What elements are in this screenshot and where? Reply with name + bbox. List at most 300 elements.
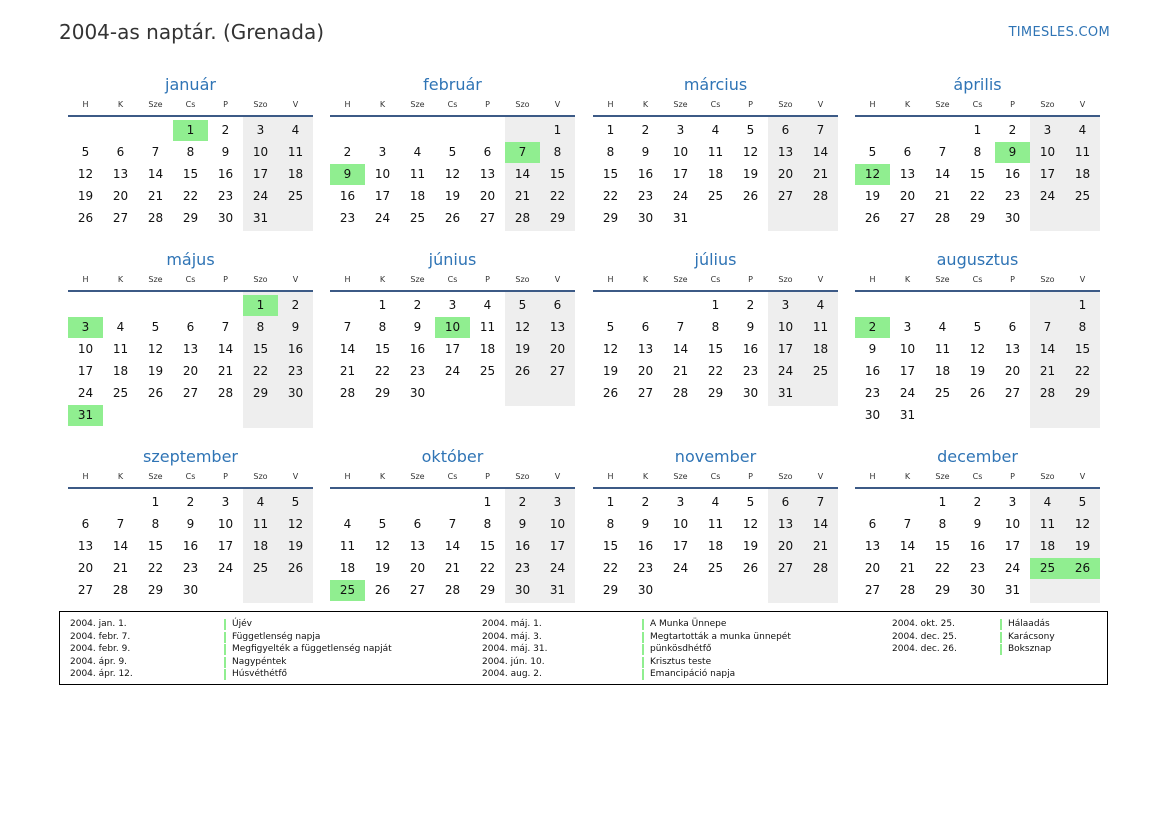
- day-cell: 6: [81, 517, 90, 531]
- day-cell: 21: [112, 561, 129, 575]
- holiday-day-cell: 31: [68, 405, 103, 426]
- day-cell: 29: [549, 211, 566, 225]
- day-cell: 22: [1074, 364, 1091, 378]
- weekday-label: Cs: [447, 100, 458, 109]
- weekday-header: [855, 472, 1100, 486]
- day-cell: 20: [864, 561, 881, 575]
- month-name: május: [166, 250, 215, 269]
- day-cell: 16: [637, 539, 654, 553]
- day-cell: 11: [287, 145, 304, 159]
- legend-date: 2004. ápr. 12.: [70, 669, 133, 679]
- day-cell: 18: [252, 539, 269, 553]
- day-cell: 4: [483, 298, 492, 312]
- day-cell: 13: [777, 517, 794, 531]
- weekday-header: [855, 275, 1100, 289]
- day-cell: 24: [217, 561, 234, 575]
- day-cell: 17: [374, 189, 391, 203]
- day-cell: 15: [252, 342, 269, 356]
- legend-date: 2004. jan. 1.: [70, 619, 127, 629]
- day-cell: 3: [676, 123, 685, 137]
- weekday-label: V: [817, 472, 824, 481]
- day-cell: 7: [816, 123, 825, 137]
- day-cell: 29: [1074, 386, 1091, 400]
- day-cell: 19: [444, 189, 461, 203]
- weekday-label: V: [292, 100, 299, 109]
- weekday-label: V: [554, 275, 561, 284]
- day-cell: 24: [1004, 561, 1021, 575]
- day-cell: 5: [606, 320, 615, 334]
- day-cell: 21: [1039, 364, 1056, 378]
- day-cell: 28: [899, 583, 916, 597]
- day-cell: 9: [641, 145, 650, 159]
- day-cell: 22: [602, 561, 619, 575]
- day-cell: 25: [707, 561, 724, 575]
- weekday-label: Szo: [1040, 275, 1055, 284]
- weekday-header: [330, 275, 575, 289]
- day-cell: 16: [339, 189, 356, 203]
- legend-marker: [224, 657, 226, 668]
- day-cell: 21: [812, 539, 829, 553]
- day-cell: 10: [77, 342, 94, 356]
- day-cell: 14: [934, 167, 951, 181]
- weekday-label: H: [344, 275, 351, 284]
- day-cell: 13: [409, 539, 426, 553]
- day-cell: 2: [343, 145, 352, 159]
- day-cell: 2: [641, 123, 650, 137]
- brand-link[interactable]: TIMESLES.COM: [1008, 25, 1110, 40]
- day-cell: 9: [413, 320, 422, 334]
- weekday-label: P: [748, 472, 753, 481]
- day-cell: 21: [899, 561, 916, 575]
- day-cell: 7: [221, 320, 230, 334]
- day-cell: 1: [553, 123, 562, 137]
- weekday-label: Cs: [972, 275, 983, 284]
- day-cell: 9: [221, 145, 230, 159]
- day-cell: 2: [291, 298, 300, 312]
- day-cell: 2: [746, 298, 755, 312]
- weekday-label: Szo: [515, 472, 530, 481]
- day-cell: 1: [151, 495, 160, 509]
- day-cell: 11: [479, 320, 496, 334]
- day-cell: 13: [112, 167, 129, 181]
- day-cell: 29: [969, 211, 986, 225]
- day-cell: 4: [116, 320, 125, 334]
- day-cell: 14: [1039, 342, 1056, 356]
- day-cell: 1: [606, 123, 615, 137]
- weekday-header: [593, 472, 838, 486]
- day-cell: 26: [602, 386, 619, 400]
- day-cell: 23: [287, 364, 304, 378]
- legend-row: [482, 618, 742, 631]
- legend-holiday-name: A Munka Ünnepe: [650, 619, 727, 629]
- legend-holiday-name: Nagypéntek: [232, 656, 287, 667]
- legend-row: [70, 668, 330, 681]
- day-cell: 6: [868, 517, 877, 531]
- weekday-label: Szo: [253, 100, 268, 109]
- day-cell: 18: [339, 561, 356, 575]
- day-cell: 4: [1078, 123, 1087, 137]
- day-cell: 6: [483, 145, 492, 159]
- day-cell: 20: [899, 189, 916, 203]
- weekday-label: P: [485, 275, 490, 284]
- legend-holiday-name: Függetlenség napja: [232, 631, 321, 642]
- day-cell: 14: [112, 539, 129, 553]
- day-cell: 19: [374, 561, 391, 575]
- day-cell: 20: [77, 561, 94, 575]
- day-cell: 27: [777, 189, 794, 203]
- day-cell: 22: [934, 561, 951, 575]
- day-cell: 22: [707, 364, 724, 378]
- day-cell: 22: [252, 364, 269, 378]
- day-cell: 10: [374, 167, 391, 181]
- day-cell: 14: [217, 342, 234, 356]
- day-cell: 8: [973, 145, 982, 159]
- weekday-label: V: [817, 100, 824, 109]
- weekday-label: H: [607, 275, 614, 284]
- day-cell: 13: [182, 342, 199, 356]
- day-cell: 16: [864, 364, 881, 378]
- weekday-label: Cs: [185, 275, 196, 284]
- day-cell: 12: [444, 167, 461, 181]
- day-cell: 17: [672, 539, 689, 553]
- day-cell: 28: [672, 386, 689, 400]
- day-cell: 31: [1004, 583, 1021, 597]
- weekday-label: Szo: [778, 275, 793, 284]
- day-cell: 19: [1074, 539, 1091, 553]
- day-cell: 15: [374, 342, 391, 356]
- day-cell: 17: [777, 342, 794, 356]
- legend-marker: [642, 644, 644, 655]
- day-cell: 27: [637, 386, 654, 400]
- weekday-label: P: [223, 100, 228, 109]
- day-cell: 26: [742, 561, 759, 575]
- weekday-label: H: [607, 100, 614, 109]
- day-cell: 3: [1043, 123, 1052, 137]
- weekday-label: Cs: [710, 100, 721, 109]
- month-name: november: [674, 447, 757, 466]
- day-cell: 3: [676, 495, 685, 509]
- day-cell: 13: [549, 320, 566, 334]
- weekend-column: [1030, 292, 1065, 428]
- day-cell: 11: [252, 517, 269, 531]
- day-cell: 8: [378, 320, 387, 334]
- day-cell: 5: [151, 320, 160, 334]
- day-cell: 10: [252, 145, 269, 159]
- month-name: február: [423, 75, 482, 94]
- legend-date: 2004. dec. 26.: [892, 644, 957, 654]
- day-cell: 28: [934, 211, 951, 225]
- legend-column: [892, 618, 1152, 656]
- day-cell: 5: [81, 145, 90, 159]
- day-cell: 20: [409, 561, 426, 575]
- day-cell: 9: [868, 342, 877, 356]
- day-cell: 5: [291, 495, 300, 509]
- day-cell: 7: [151, 145, 160, 159]
- day-cell: 10: [1039, 145, 1056, 159]
- day-cell: 6: [553, 298, 562, 312]
- legend-row: [70, 631, 330, 644]
- day-cell: 3: [378, 145, 387, 159]
- day-cell: 23: [864, 386, 881, 400]
- day-cell: 7: [1043, 320, 1052, 334]
- day-cell: 25: [934, 386, 951, 400]
- weekday-label: H: [869, 472, 876, 481]
- day-cell: 2: [186, 495, 195, 509]
- legend-row: [892, 618, 1152, 631]
- weekday-label: Sze: [673, 100, 688, 109]
- day-cell: 12: [742, 145, 759, 159]
- legend-marker: [642, 669, 644, 680]
- weekday-label: K: [117, 275, 124, 284]
- legend-holiday-name: Húsvéthétfő: [232, 669, 287, 679]
- weekday-label: H: [869, 275, 876, 284]
- day-cell: 27: [409, 583, 426, 597]
- day-cell: 23: [182, 561, 199, 575]
- day-cell: 26: [969, 386, 986, 400]
- weekday-label: P: [1010, 472, 1015, 481]
- day-cell: 3: [221, 495, 230, 509]
- weekday-label: V: [292, 275, 299, 284]
- legend-date: 2004. ápr. 9.: [70, 656, 128, 667]
- day-cell: 19: [742, 539, 759, 553]
- day-cell: 18: [409, 189, 426, 203]
- day-cell: 10: [672, 145, 689, 159]
- weekday-header: [330, 100, 575, 114]
- day-cell: 13: [864, 539, 881, 553]
- day-cell: 14: [514, 167, 531, 181]
- day-cell: 6: [641, 320, 650, 334]
- legend-marker: [224, 669, 226, 680]
- day-cell: 19: [742, 167, 759, 181]
- weekday-label: K: [642, 275, 649, 284]
- holiday-day-cell: 25: [1030, 558, 1065, 579]
- weekday-label: P: [1010, 275, 1015, 284]
- weekday-label: Cs: [447, 472, 458, 481]
- day-cell: 29: [147, 583, 164, 597]
- day-cell: 7: [903, 517, 912, 531]
- day-cell: 30: [514, 583, 531, 597]
- day-cell: 3: [256, 123, 265, 137]
- day-cell: 23: [217, 189, 234, 203]
- day-cell: 28: [812, 189, 829, 203]
- holiday-legend: [59, 611, 1108, 685]
- weekday-label: H: [82, 275, 89, 284]
- holiday-day-cell: 12: [855, 164, 890, 185]
- weekday-label: Sze: [935, 472, 950, 481]
- day-cell: 21: [934, 189, 951, 203]
- day-cell: 26: [287, 561, 304, 575]
- day-cell: 5: [378, 517, 387, 531]
- day-cell: 24: [77, 386, 94, 400]
- day-cell: 1: [938, 495, 947, 509]
- day-cell: 15: [549, 167, 566, 181]
- day-cell: 16: [182, 539, 199, 553]
- day-cell: 22: [549, 189, 566, 203]
- legend-marker: [642, 657, 644, 668]
- day-cell: 29: [602, 583, 619, 597]
- legend-marker: [1000, 644, 1002, 655]
- month-name: augusztus: [936, 250, 1019, 269]
- day-cell: 29: [602, 211, 619, 225]
- day-cell: 29: [182, 211, 199, 225]
- day-cell: 25: [1074, 189, 1091, 203]
- day-cell: 3: [781, 298, 790, 312]
- legend-holiday-name: Boksznap: [1008, 644, 1052, 654]
- weekday-label: Sze: [935, 100, 950, 109]
- month-name: október: [421, 447, 484, 466]
- day-cell: 3: [553, 495, 562, 509]
- day-cell: 21: [514, 189, 531, 203]
- legend-holiday-name: Megtartották a munka ünnepét: [650, 631, 791, 642]
- legend-marker: [224, 619, 226, 630]
- month-name: április: [953, 75, 1002, 94]
- day-cell: 6: [413, 517, 422, 531]
- day-cell: 1: [711, 298, 720, 312]
- day-cell: 4: [343, 517, 352, 531]
- day-cell: 6: [1008, 320, 1017, 334]
- day-cell: 10: [549, 517, 566, 531]
- day-cell: 30: [287, 386, 304, 400]
- day-cell: 8: [938, 517, 947, 531]
- day-cell: 6: [781, 123, 790, 137]
- day-cell: 15: [1074, 342, 1091, 356]
- weekday-label: Cs: [972, 100, 983, 109]
- day-cell: 31: [777, 386, 794, 400]
- weekday-label: V: [554, 100, 561, 109]
- day-cell: 6: [186, 320, 195, 334]
- weekday-header: [68, 472, 313, 486]
- day-cell: 17: [549, 539, 566, 553]
- day-cell: 10: [899, 342, 916, 356]
- day-cell: 9: [746, 320, 755, 334]
- day-cell: 1: [1078, 298, 1087, 312]
- day-cell: 11: [1039, 517, 1056, 531]
- day-cell: 15: [969, 167, 986, 181]
- weekday-label: H: [607, 472, 614, 481]
- weekday-label: K: [117, 100, 124, 109]
- day-cell: 27: [479, 211, 496, 225]
- day-cell: 23: [339, 211, 356, 225]
- day-cell: 14: [339, 342, 356, 356]
- day-cell: 25: [112, 386, 129, 400]
- weekday-label: P: [748, 100, 753, 109]
- day-cell: 2: [413, 298, 422, 312]
- day-cell: 26: [514, 364, 531, 378]
- weekday-label: Cs: [710, 275, 721, 284]
- day-cell: 12: [602, 342, 619, 356]
- day-cell: 21: [147, 189, 164, 203]
- day-cell: 20: [549, 342, 566, 356]
- day-cell: 30: [182, 583, 199, 597]
- day-cell: 23: [637, 561, 654, 575]
- day-cell: 27: [182, 386, 199, 400]
- day-cell: 8: [1078, 320, 1087, 334]
- day-cell: 14: [147, 167, 164, 181]
- day-cell: 20: [777, 167, 794, 181]
- holiday-day-cell: 1: [173, 120, 208, 141]
- legend-row: [892, 631, 1152, 644]
- legend-column: [70, 618, 392, 681]
- weekday-label: K: [904, 100, 911, 109]
- day-cell: 23: [1004, 189, 1021, 203]
- day-cell: 12: [1074, 517, 1091, 531]
- day-cell: 2: [973, 495, 982, 509]
- legend-date: 2004. máj. 1.: [482, 619, 542, 629]
- day-cell: 24: [672, 189, 689, 203]
- day-cell: 16: [1004, 167, 1021, 181]
- day-cell: 16: [409, 342, 426, 356]
- day-cell: 11: [707, 517, 724, 531]
- day-cell: 5: [518, 298, 527, 312]
- day-cell: 18: [812, 342, 829, 356]
- day-cell: 4: [711, 495, 720, 509]
- legend-row: [70, 618, 330, 631]
- day-cell: 11: [339, 539, 356, 553]
- day-cell: 4: [711, 123, 720, 137]
- day-cell: 30: [742, 386, 759, 400]
- day-cell: 28: [339, 386, 356, 400]
- day-cell: 31: [672, 211, 689, 225]
- day-cell: 10: [217, 517, 234, 531]
- day-cell: 14: [444, 539, 461, 553]
- day-cell: 15: [479, 539, 496, 553]
- day-cell: 8: [606, 517, 615, 531]
- day-cell: 26: [147, 386, 164, 400]
- day-cell: 17: [252, 167, 269, 181]
- day-cell: 3: [448, 298, 457, 312]
- day-cell: 21: [812, 167, 829, 181]
- legend-holiday-name: Megfigyelték a függetlenség napját: [232, 644, 392, 654]
- day-cell: 11: [1074, 145, 1091, 159]
- month-name: szeptember: [142, 447, 238, 466]
- month-name: június: [428, 250, 477, 269]
- day-cell: 27: [549, 364, 566, 378]
- day-cell: 25: [252, 561, 269, 575]
- day-cell: 7: [938, 145, 947, 159]
- holiday-day-cell: 25: [330, 580, 365, 601]
- day-cell: 28: [147, 211, 164, 225]
- legend-row: [482, 656, 742, 669]
- day-cell: 15: [602, 167, 619, 181]
- weekday-label: Sze: [148, 472, 163, 481]
- day-cell: 5: [973, 320, 982, 334]
- day-cell: 24: [252, 189, 269, 203]
- day-cell: 18: [112, 364, 129, 378]
- day-cell: 22: [182, 189, 199, 203]
- weekday-header: [593, 275, 838, 289]
- day-cell: 20: [182, 364, 199, 378]
- day-cell: 19: [602, 364, 619, 378]
- day-cell: 11: [112, 342, 129, 356]
- day-cell: 20: [777, 539, 794, 553]
- weekday-header: [330, 472, 575, 486]
- day-cell: 4: [256, 495, 265, 509]
- day-cell: 24: [444, 364, 461, 378]
- day-cell: 16: [637, 167, 654, 181]
- holiday-day-cell: 7: [505, 142, 540, 163]
- legend-date: 2004. dec. 25.: [892, 631, 957, 642]
- legend-row: [482, 643, 742, 656]
- legend-holiday-name: Hálaadás: [1008, 619, 1050, 629]
- weekday-label: H: [344, 100, 351, 109]
- day-cell: 30: [969, 583, 986, 597]
- day-cell: 8: [606, 145, 615, 159]
- legend-row: [482, 631, 791, 644]
- day-cell: 21: [444, 561, 461, 575]
- day-cell: 24: [672, 561, 689, 575]
- weekday-label: V: [817, 275, 824, 284]
- legend-date: 2004. jún. 10.: [482, 656, 545, 667]
